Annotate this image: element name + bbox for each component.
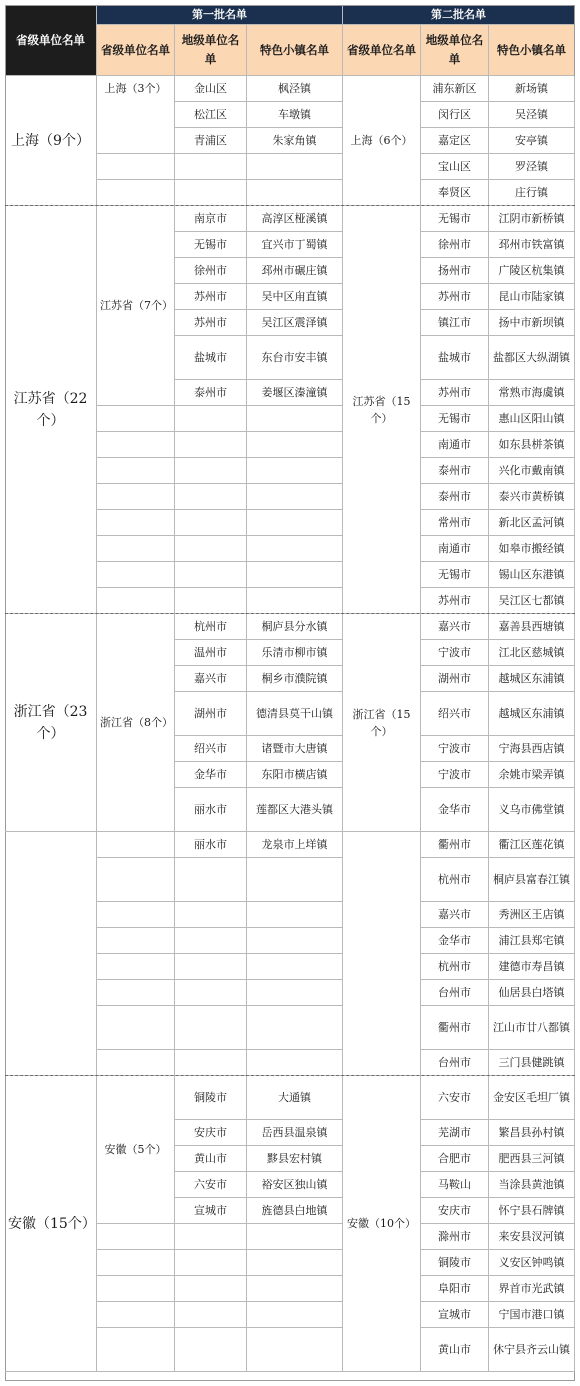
batch2-town-cell: 义安区钟鸣镇 xyxy=(489,1250,575,1276)
batch2-province-cell xyxy=(343,832,421,1076)
batch2-city-cell: 杭州市 xyxy=(421,858,489,902)
batch2-city-cell: 金华市 xyxy=(421,928,489,954)
batch2-town-cell: 建德市寿昌镇 xyxy=(489,954,575,980)
batch2-town-cell: 繁昌县孙村镇 xyxy=(489,1120,575,1146)
batch1-city-cell: 无锡市 xyxy=(175,232,247,258)
batch2-province-cell: 浙江省（15个） xyxy=(343,614,421,832)
batch1-province-cell xyxy=(97,1276,175,1302)
batch2-town-cell: 扬中市新坝镇 xyxy=(489,310,575,336)
batch1-city-cell: 宣城市 xyxy=(175,1198,247,1224)
batch1-town-cell: 莲都区大港头镇 xyxy=(247,788,343,832)
batch2-town-cell: 衢江区莲花镇 xyxy=(489,832,575,858)
batch1-city-cell xyxy=(175,1050,247,1076)
province-name-cell: 浙江省（23个） xyxy=(5,614,97,832)
batch2-city-cell: 滁州市 xyxy=(421,1224,489,1250)
batch2-town-cell: 江阴市新桥镇 xyxy=(489,206,575,232)
batch2-town-cell: 泰兴市黄桥镇 xyxy=(489,484,575,510)
batch1-city-cell: 安庆市 xyxy=(175,1120,247,1146)
batch2-town-cell: 宁国市港口镇 xyxy=(489,1302,575,1328)
town-list-table xyxy=(5,5,575,1381)
batch1-town-cell: 德清县莫干山镇 xyxy=(247,692,343,736)
batch1-town-cell xyxy=(247,432,343,458)
batch1-town-cell: 桐乡市濮院镇 xyxy=(247,666,343,692)
batch1-city-cell: 丽水市 xyxy=(175,788,247,832)
batch2-city-cell: 扬州市 xyxy=(421,258,489,284)
batch1-header: 第一批名单 xyxy=(97,5,343,25)
batch1-province-cell xyxy=(97,928,175,954)
batch2-town-cell: 浦江县郑宅镇 xyxy=(489,928,575,954)
batch2-town-cell: 来安县汊河镇 xyxy=(489,1224,575,1250)
batch1-city-cell xyxy=(175,1276,247,1302)
batch1-town-cell: 诸暨市大唐镇 xyxy=(247,736,343,762)
batch1-city-cell xyxy=(175,458,247,484)
batch1-city-cell: 六安市 xyxy=(175,1172,247,1198)
batch2-town-cell: 锡山区东港镇 xyxy=(489,562,575,588)
batch1-town-cell: 东台市安丰镇 xyxy=(247,336,343,380)
batch1-city-cell xyxy=(175,562,247,588)
batch2-city-cell: 马鞍山 xyxy=(421,1172,489,1198)
batch2-town-cell: 常熟市海虞镇 xyxy=(489,380,575,406)
batch2-town-cell: 桐庐县富春江镇 xyxy=(489,858,575,902)
batch1-city-cell xyxy=(175,432,247,458)
batch2-city-cell: 芜湖市 xyxy=(421,1120,489,1146)
batch2-town-cell: 肥西县三河镇 xyxy=(489,1146,575,1172)
batch1-province-cell xyxy=(97,1006,175,1050)
batch2-town-cell: 仙居县白塔镇 xyxy=(489,980,575,1006)
batch2-city-cell: 合肥市 xyxy=(421,1146,489,1172)
batch1-town-cell xyxy=(247,484,343,510)
batch1-town-cell xyxy=(247,588,343,614)
batch2-city-cell: 南通市 xyxy=(421,432,489,458)
batch1-city-cell: 嘉兴市 xyxy=(175,666,247,692)
batch1-city-cell xyxy=(175,1250,247,1276)
batch1-city-cell: 金华市 xyxy=(175,762,247,788)
batch1-city-cell: 金山区 xyxy=(175,76,247,102)
batch2-city-cell: 无锡市 xyxy=(421,206,489,232)
batch1-province-cell: 浙江省（8个） xyxy=(97,614,175,832)
province-name-cell: 安徽（15个） xyxy=(5,1076,97,1372)
group-separator xyxy=(5,613,575,614)
batch2-city-cell: 衢州市 xyxy=(421,1006,489,1050)
batch2-province-header: 省级单位名单 xyxy=(343,25,421,76)
batch2-city-cell: 苏州市 xyxy=(421,588,489,614)
batch1-city-cell xyxy=(175,588,247,614)
batch1-town-cell xyxy=(247,1006,343,1050)
batch2-city-cell: 黄山市 xyxy=(421,1328,489,1372)
batch1-city-cell xyxy=(175,954,247,980)
province-name-cell xyxy=(5,832,97,1076)
batch2-city-cell: 金华市 xyxy=(421,788,489,832)
batch2-province-cell: 上海（6个） xyxy=(343,76,421,206)
batch2-city-cell: 衢州市 xyxy=(421,832,489,858)
batch2-city-cell: 宁波市 xyxy=(421,640,489,666)
batch2-town-cell: 嘉善县西塘镇 xyxy=(489,614,575,640)
batch1-city-cell: 南京市 xyxy=(175,206,247,232)
batch2-town-cell: 安亭镇 xyxy=(489,128,575,154)
batch2-city-cell: 宁波市 xyxy=(421,762,489,788)
batch2-city-cell: 六安市 xyxy=(421,1076,489,1120)
batch2-city-cell: 闵行区 xyxy=(421,102,489,128)
batch2-city-cell: 无锡市 xyxy=(421,562,489,588)
batch2-city-cell: 嘉兴市 xyxy=(421,902,489,928)
batch1-town-cell xyxy=(247,1224,343,1250)
batch1-city-cell: 绍兴市 xyxy=(175,736,247,762)
batch2-town-cell: 罗泾镇 xyxy=(489,154,575,180)
batch1-province-cell xyxy=(97,484,175,510)
batch1-city-cell xyxy=(175,858,247,902)
batch1-city-cell xyxy=(175,406,247,432)
batch2-town-cell: 江山市廿八都镇 xyxy=(489,1006,575,1050)
batch2-town-cell: 昆山市陆家镇 xyxy=(489,284,575,310)
batch2-city-cell: 嘉定区 xyxy=(421,128,489,154)
batch2-city-cell: 台州市 xyxy=(421,980,489,1006)
batch1-town-cell xyxy=(247,1276,343,1302)
batch1-town-cell xyxy=(247,928,343,954)
batch1-province-cell xyxy=(97,902,175,928)
batch2-town-cell: 新场镇 xyxy=(489,76,575,102)
batch1-city-cell xyxy=(175,510,247,536)
batch1-town-cell: 乐清市柳市镇 xyxy=(247,640,343,666)
batch1-province-cell xyxy=(97,458,175,484)
batch1-province-cell xyxy=(97,954,175,980)
batch1-city-cell xyxy=(175,928,247,954)
batch2-town-cell: 休宁县齐云山镇 xyxy=(489,1328,575,1372)
batch1-city-cell: 青浦区 xyxy=(175,128,247,154)
batch1-town-cell xyxy=(247,180,343,206)
group-separator xyxy=(5,1075,575,1076)
batch2-town-cell: 吴江区七都镇 xyxy=(489,588,575,614)
batch2-town-cell: 邳州市铁富镇 xyxy=(489,232,575,258)
batch1-town-cell xyxy=(247,154,343,180)
batch1-city-cell xyxy=(175,1302,247,1328)
batch1-city-cell xyxy=(175,902,247,928)
batch2-city-cell: 常州市 xyxy=(421,510,489,536)
batch1-town-cell: 岳西县温泉镇 xyxy=(247,1120,343,1146)
batch1-town-cell xyxy=(247,458,343,484)
batch1-province-cell: 上海（3个） xyxy=(97,76,175,154)
batch1-town-cell xyxy=(247,536,343,562)
batch1-town-cell: 车墩镇 xyxy=(247,102,343,128)
batch1-city-cell: 泰州市 xyxy=(175,380,247,406)
batch1-province-header: 省级单位名单 xyxy=(97,25,175,76)
batch2-town-cell: 盐都区大纵湖镇 xyxy=(489,336,575,380)
batch1-town-cell xyxy=(247,858,343,902)
batch2-town-cell: 庄行镇 xyxy=(489,180,575,206)
batch1-province-cell xyxy=(97,980,175,1006)
batch2-town-cell: 当涂县黄池镇 xyxy=(489,1172,575,1198)
batch1-town-cell: 旌德县白地镇 xyxy=(247,1198,343,1224)
batch2-town-cell: 新北区孟河镇 xyxy=(489,510,575,536)
province-name-cell: 江苏省（22个） xyxy=(5,206,97,614)
batch1-province-cell xyxy=(97,1328,175,1372)
batch2-town-cell: 兴化市戴南镇 xyxy=(489,458,575,484)
batch2-city-cell: 绍兴市 xyxy=(421,692,489,736)
batch1-province-cell xyxy=(97,432,175,458)
batch1-town-cell: 宜兴市丁蜀镇 xyxy=(247,232,343,258)
batch1-city-cell: 盐城市 xyxy=(175,336,247,380)
batch1-province-cell xyxy=(97,406,175,432)
batch1-city-cell: 徐州市 xyxy=(175,258,247,284)
batch1-town-cell: 朱家角镇 xyxy=(247,128,343,154)
batch1-province-cell: 江苏省（7个） xyxy=(97,206,175,406)
batch2-town-cell: 秀洲区王店镇 xyxy=(489,902,575,928)
batch1-city-cell: 铜陵市 xyxy=(175,1076,247,1120)
batch1-town-cell xyxy=(247,1250,343,1276)
batch1-town-cell xyxy=(247,980,343,1006)
batch1-town-cell xyxy=(247,1302,343,1328)
batch1-province-cell xyxy=(97,1302,175,1328)
batch2-city-cell: 阜阳市 xyxy=(421,1276,489,1302)
batch1-town-cell xyxy=(247,510,343,536)
batch2-town-cell: 越城区东浦镇 xyxy=(489,692,575,736)
batch1-province-cell xyxy=(97,536,175,562)
batch1-city-cell: 丽水市 xyxy=(175,832,247,858)
batch1-city-cell: 杭州市 xyxy=(175,614,247,640)
batch1-city-cell: 温州市 xyxy=(175,640,247,666)
batch2-city-cell: 泰州市 xyxy=(421,458,489,484)
batch1-town-cell: 吴中区甪直镇 xyxy=(247,284,343,310)
province-column-header: 省级单位名单 xyxy=(5,5,97,76)
batch2-city-cell: 镇江市 xyxy=(421,310,489,336)
batch1-town-cell: 高淳区桠溪镇 xyxy=(247,206,343,232)
batch2-town-cell: 怀宁县石牌镇 xyxy=(489,1198,575,1224)
batch1-town-cell xyxy=(247,562,343,588)
batch1-city-cell: 湖州市 xyxy=(175,692,247,736)
batch1-province-cell: 安徽（5个） xyxy=(97,1076,175,1224)
batch1-town-cell xyxy=(247,954,343,980)
batch2-province-cell: 安徽（10个） xyxy=(343,1076,421,1372)
batch2-city-cell: 无锡市 xyxy=(421,406,489,432)
batch1-town-cell: 邳州市碾庄镇 xyxy=(247,258,343,284)
batch2-town-cell: 义乌市佛堂镇 xyxy=(489,788,575,832)
batch1-province-cell xyxy=(97,1224,175,1250)
batch2-header: 第二批名单 xyxy=(343,5,575,25)
batch1-province-cell xyxy=(97,154,175,180)
batch2-city-cell: 杭州市 xyxy=(421,954,489,980)
batch1-city-cell xyxy=(175,536,247,562)
batch1-city-cell xyxy=(175,484,247,510)
batch1-city-cell xyxy=(175,980,247,1006)
batch1-province-cell xyxy=(97,1050,175,1076)
batch1-province-cell xyxy=(97,588,175,614)
batch1-city-cell xyxy=(175,154,247,180)
batch2-town-cell: 金安区毛坦厂镇 xyxy=(489,1076,575,1120)
batch1-province-cell xyxy=(97,832,175,858)
batch1-town-cell xyxy=(247,1050,343,1076)
batch1-city-cell: 松江区 xyxy=(175,102,247,128)
batch2-town-cell: 江北区慈城镇 xyxy=(489,640,575,666)
batch1-town-cell xyxy=(247,1328,343,1372)
batch2-city-cell: 浦东新区 xyxy=(421,76,489,102)
batch1-town-header: 特色小镇名单 xyxy=(247,25,343,76)
batch2-city-cell: 泰州市 xyxy=(421,484,489,510)
batch1-city-cell: 苏州市 xyxy=(175,310,247,336)
group-separator xyxy=(5,205,575,206)
batch2-city-cell: 宝山区 xyxy=(421,154,489,180)
batch1-province-cell xyxy=(97,858,175,902)
batch2-town-cell: 界首市光武镇 xyxy=(489,1276,575,1302)
batch1-town-cell: 吴江区震泽镇 xyxy=(247,310,343,336)
batch1-town-cell xyxy=(247,406,343,432)
batch1-province-cell xyxy=(97,562,175,588)
batch2-city-cell: 南通市 xyxy=(421,536,489,562)
batch2-town-cell: 如东县栟茶镇 xyxy=(489,432,575,458)
batch2-town-cell: 越城区东浦镇 xyxy=(489,666,575,692)
batch2-city-cell: 宣城市 xyxy=(421,1302,489,1328)
batch2-town-cell: 广陵区杭集镇 xyxy=(489,258,575,284)
batch1-city-cell xyxy=(175,1328,247,1372)
batch1-city-cell xyxy=(175,1224,247,1250)
batch2-city-cell: 安庆市 xyxy=(421,1198,489,1224)
batch2-province-cell: 江苏省（15个） xyxy=(343,206,421,614)
batch1-town-cell xyxy=(247,902,343,928)
batch2-town-cell: 惠山区阳山镇 xyxy=(489,406,575,432)
batch1-town-cell: 枫泾镇 xyxy=(247,76,343,102)
batch2-town-cell: 吴泾镇 xyxy=(489,102,575,128)
batch1-town-cell: 黟县宏村镇 xyxy=(247,1146,343,1172)
batch1-town-cell: 龙泉市上垟镇 xyxy=(247,832,343,858)
batch1-province-cell xyxy=(97,510,175,536)
batch2-city-cell: 嘉兴市 xyxy=(421,614,489,640)
province-name-cell: 上海（9个） xyxy=(5,76,97,206)
batch2-city-cell: 徐州市 xyxy=(421,232,489,258)
batch2-town-cell: 如皋市搬经镇 xyxy=(489,536,575,562)
batch1-city-cell xyxy=(175,180,247,206)
batch2-city-cell: 宁波市 xyxy=(421,736,489,762)
batch1-city-cell: 黄山市 xyxy=(175,1146,247,1172)
batch1-province-cell xyxy=(97,1250,175,1276)
batch1-city-cell xyxy=(175,1006,247,1050)
batch2-town-header: 特色小镇名单 xyxy=(489,25,575,76)
batch1-province-cell xyxy=(97,180,175,206)
batch2-city-cell: 台州市 xyxy=(421,1050,489,1076)
batch2-city-cell: 铜陵市 xyxy=(421,1250,489,1276)
batch2-city-cell: 盐城市 xyxy=(421,336,489,380)
batch1-town-cell: 桐庐县分水镇 xyxy=(247,614,343,640)
batch2-city-cell: 奉贤区 xyxy=(421,180,489,206)
batch2-city-header: 地级单位名单 xyxy=(421,25,489,76)
batch1-town-cell: 东阳市横店镇 xyxy=(247,762,343,788)
batch1-city-header: 地级单位名单 xyxy=(175,25,247,76)
batch2-town-cell: 三门县健跳镇 xyxy=(489,1050,575,1076)
batch2-town-cell: 宁海县西店镇 xyxy=(489,736,575,762)
batch2-city-cell: 湖州市 xyxy=(421,666,489,692)
batch2-city-cell: 苏州市 xyxy=(421,284,489,310)
batch2-city-cell: 苏州市 xyxy=(421,380,489,406)
batch1-town-cell: 姜堰区溱潼镇 xyxy=(247,380,343,406)
batch1-town-cell: 大通镇 xyxy=(247,1076,343,1120)
batch1-town-cell: 裕安区独山镇 xyxy=(247,1172,343,1198)
batch1-city-cell: 苏州市 xyxy=(175,284,247,310)
batch2-town-cell: 余姚市梁弄镇 xyxy=(489,762,575,788)
